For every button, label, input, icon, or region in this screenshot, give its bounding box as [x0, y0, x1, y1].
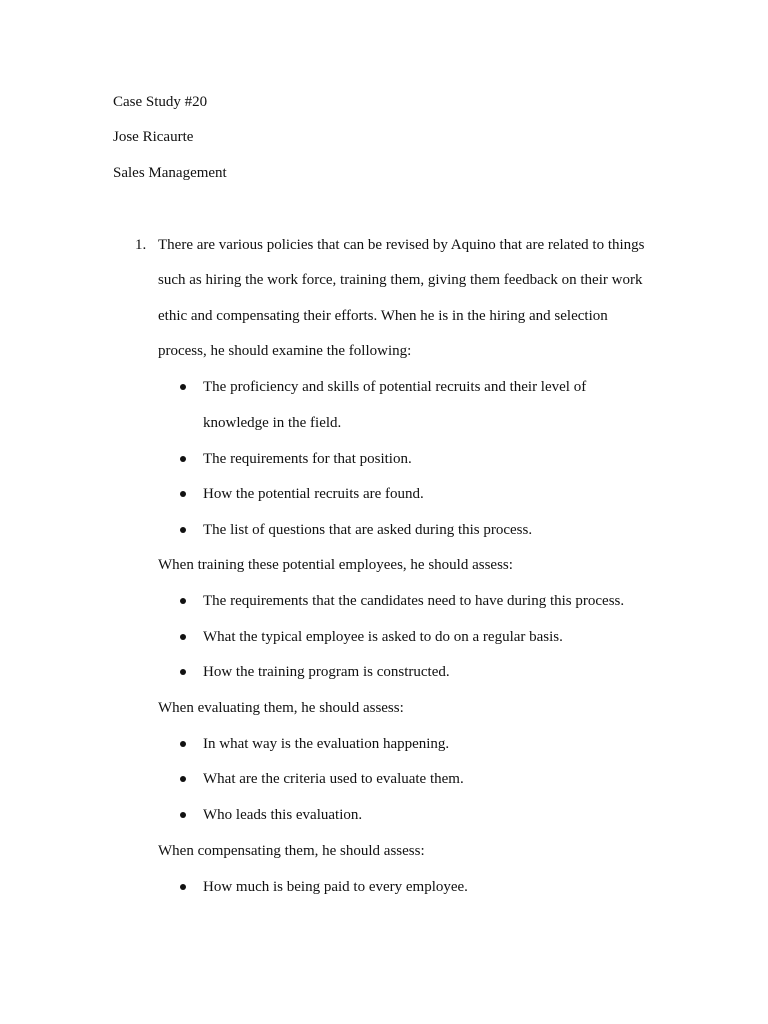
bullet-text: In what way is the evaluation happening.	[203, 736, 450, 752]
paragraph-line: There are various policies that can be revised by Aquino that are related to things	[158, 237, 645, 253]
bullet-text: How much is being paid to every employee.	[203, 879, 468, 895]
bullet-icon	[180, 527, 186, 533]
bullet-icon	[180, 456, 186, 462]
bullet-text: knowledge in the field.	[203, 415, 342, 431]
bullet-text: How the training program is constructed.	[203, 664, 450, 680]
paragraph-line: process, he should examine the following:	[158, 343, 412, 359]
bullet-icon	[180, 669, 186, 675]
author-name: Jose Ricaurte	[113, 129, 194, 145]
bullet-icon	[180, 598, 186, 604]
bullet-text: How the potential recruits are found.	[203, 486, 424, 502]
bullet-text: What the typical employee is asked to do on a regular basis.	[203, 629, 563, 645]
bullet-icon	[180, 741, 186, 747]
paragraph-line: such as hiring the work force, training them, giving them feedback on their work	[158, 272, 643, 288]
bullet-icon	[180, 634, 186, 640]
bullet-icon	[180, 812, 186, 818]
section-intro-training: When training these potential employees, he should assess:	[158, 557, 513, 573]
course-name: Sales Management	[113, 165, 227, 181]
bullet-text: The requirements that the candidates need to have during this process.	[203, 593, 625, 609]
bullet-icon	[180, 491, 186, 497]
bullet-text: The list of questions that are asked during this process.	[203, 522, 533, 538]
bullet-icon	[180, 776, 186, 782]
bullet-text: What are the criteria used to evaluate them.	[203, 771, 464, 787]
bullet-text: Who leads this evaluation.	[203, 807, 363, 823]
bullet-icon	[180, 884, 186, 890]
section-intro-compensating: When compensating them, he should assess:	[158, 843, 425, 859]
list-number: 1.	[135, 237, 147, 253]
paragraph-line: ethic and compensating their efforts. When he is in the hiring and selection	[158, 308, 608, 324]
section-intro-evaluating: When evaluating them, he should assess:	[158, 700, 404, 716]
bullet-icon	[180, 384, 186, 390]
bullet-text: The proficiency and skills of potential recruits and their level of	[203, 379, 587, 395]
bullet-text: The requirements for that position.	[203, 451, 412, 467]
case-study-title: Case Study #20	[113, 94, 208, 110]
